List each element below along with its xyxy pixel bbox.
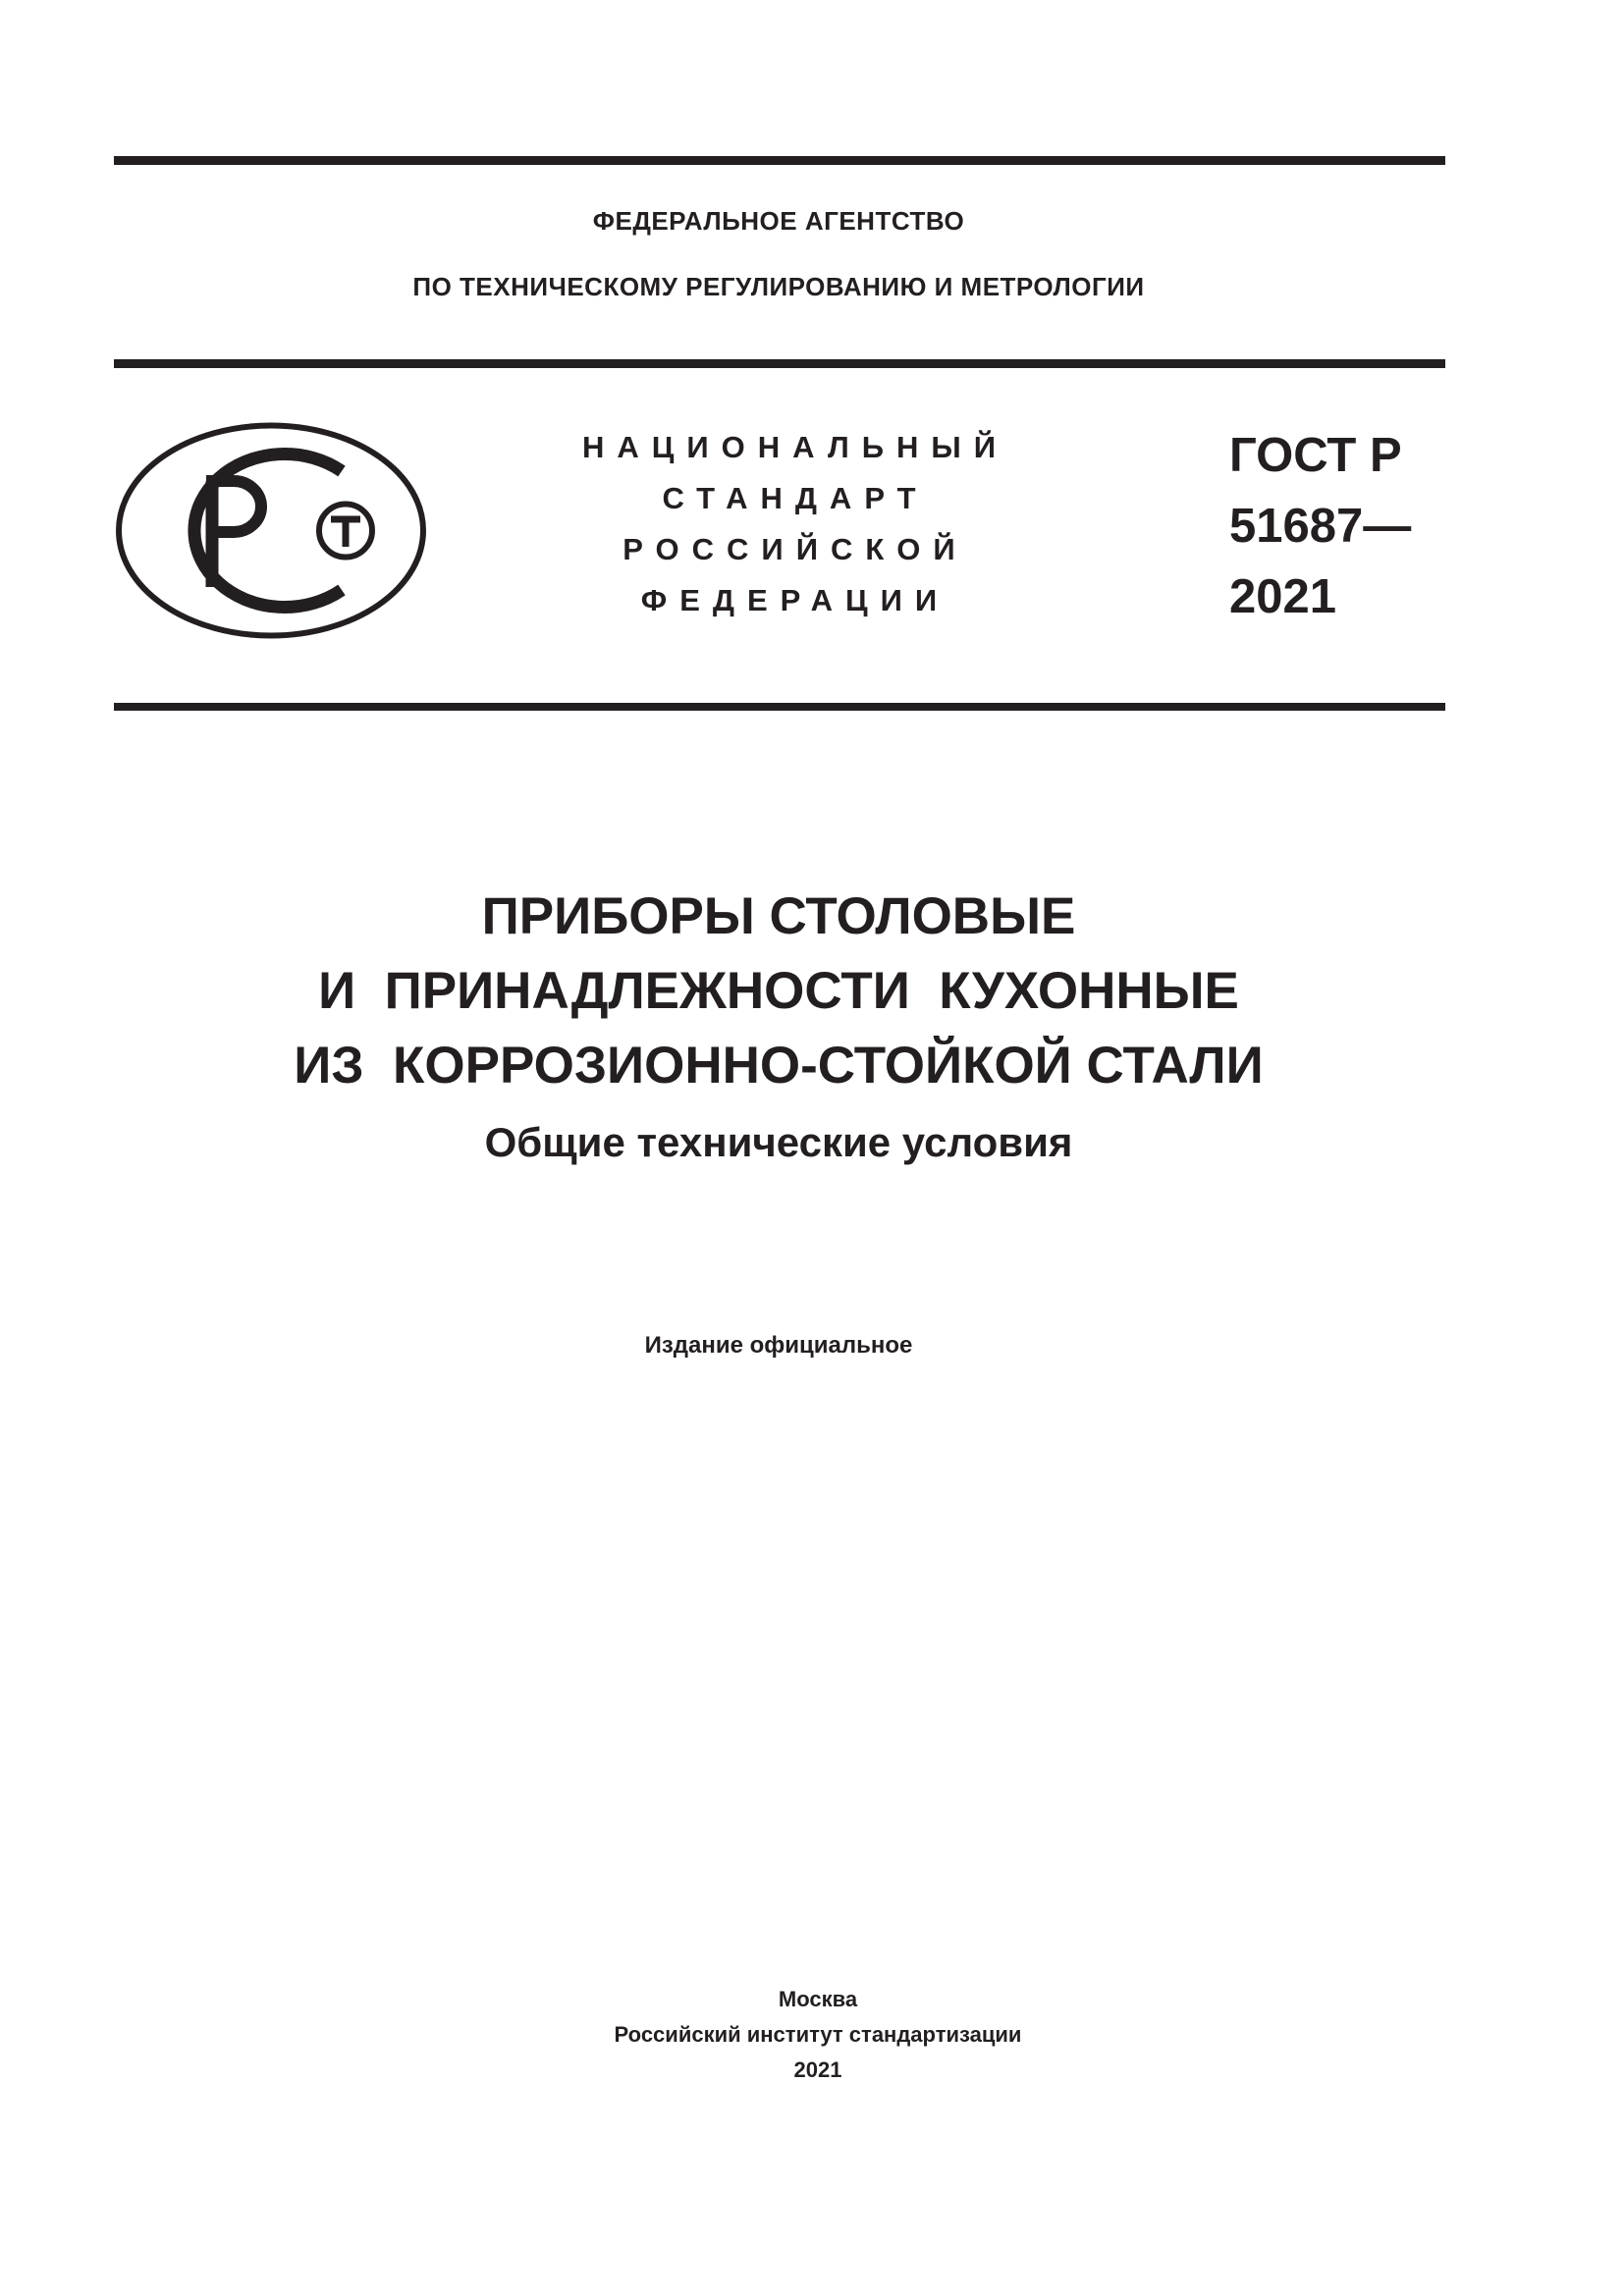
edition-note: Издание официальное — [644, 1332, 913, 1359]
middle-rule — [114, 359, 1445, 368]
imprint — [0, 1982, 1624, 2088]
imprint-city: Москва — [778, 1987, 858, 2011]
national-standard-line: ФЕДЕРАЦИИ — [640, 583, 950, 617]
title-line: И ПРИНАДЛЕЖНОСТИ КУХОННЫЕ — [318, 962, 1239, 1020]
national-standard-line: НАЦИОНАЛЬНЫЙ — [581, 430, 1009, 464]
title-line: ИЗ КОРРОЗИОННО-СТОЙКОЙ СТАЛИ — [294, 1037, 1264, 1095]
gost-line: ГОСТ Р — [1229, 429, 1402, 482]
document-title — [0, 880, 1557, 1103]
imprint-year: 2021 — [793, 2057, 842, 2082]
gost-line: 2021 — [1229, 570, 1337, 623]
imprint-publisher: Российский институт стандартизации — [614, 2022, 1022, 2047]
gost-line: 51687— — [1229, 500, 1412, 553]
bottom-rule — [114, 703, 1445, 711]
top-rule — [114, 156, 1445, 165]
national-standard-line: СТАНДАРТ — [662, 481, 929, 515]
document-subtitle: Общие технические условия — [484, 1119, 1073, 1165]
agency-name-line-2: ПО ТЕХНИЧЕСКОМУ РЕГУЛИРОВАНИЮ И МЕТРОЛОГИИ — [412, 272, 1145, 301]
national-standard-line: РОССИЙСКОЙ — [623, 532, 968, 566]
gost-designation — [1229, 420, 1411, 632]
national-standard-label — [550, 422, 1041, 626]
agency-name-line-1: ФЕДЕРАЛЬНОЕ АГЕНТСТВО — [592, 206, 965, 236]
title-line: ПРИБОРЫ СТОЛОВЫЕ — [481, 887, 1076, 945]
rst-logo-icon — [114, 420, 428, 641]
